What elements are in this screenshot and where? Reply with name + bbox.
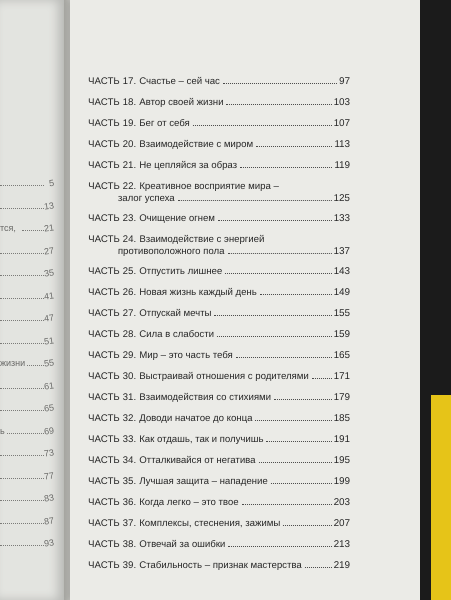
left-page-number: 35 [43, 267, 55, 279]
toc-entry-title [88, 476, 268, 488]
toc-entry-title [88, 234, 265, 246]
toc-entry [88, 455, 350, 467]
toc-entry [88, 539, 350, 551]
left-page-number: 65 [43, 402, 55, 414]
toc-part-number: ЧАСТЬ 24. [88, 234, 137, 245]
toc-page-number: 159 [333, 329, 351, 340]
toc-dot-leader [274, 399, 332, 400]
left-page-number: 27 [43, 244, 55, 257]
toc-entry-title [88, 160, 237, 172]
toc-title-text: Креативное восприятие мира – [139, 181, 279, 192]
left-page-number: 13 [43, 199, 55, 212]
toc-title-continuation: противоположного пола [117, 246, 225, 257]
toc-entry-title [88, 413, 253, 425]
left-page-dot-leader [0, 500, 44, 501]
left-page-row [0, 244, 58, 260]
toc-part-number: ЧАСТЬ 22. [88, 181, 137, 192]
toc-dot-leader [236, 357, 332, 358]
toc-dot-leader [223, 83, 337, 84]
toc-part-number: ЧАСТЬ 38. [87, 539, 137, 550]
toc-part-number: ЧАСТЬ 31. [87, 392, 137, 403]
left-page-dot-leader [0, 410, 44, 411]
toc-page-number: 125 [333, 193, 350, 204]
toc-part-number: ЧАСТЬ 34. [87, 455, 137, 466]
left-page-dot-leader [7, 433, 44, 434]
toc-title-text: Взаимодействие с миром [139, 139, 254, 150]
toc-entry [88, 160, 350, 172]
left-page-number: 51 [43, 334, 55, 347]
toc-entry [88, 560, 350, 572]
left-page-row [0, 401, 58, 417]
toc-title-text: Лучшая защита – нападение [139, 476, 268, 487]
toc-entry [88, 139, 350, 151]
toc-title-text: Новая жизнь каждый день [139, 287, 257, 298]
toc-page-number: 107 [333, 118, 351, 129]
toc-dot-leader [260, 294, 332, 295]
left-page-row [0, 514, 58, 530]
toc-title-text: Отпустить лишнее [139, 266, 223, 277]
toc-part-number: ЧАСТЬ 37. [87, 518, 137, 529]
left-page-dot-leader [0, 478, 44, 479]
toc-part-number: ЧАСТЬ 25. [87, 266, 137, 277]
left-page-dot-leader [0, 343, 44, 344]
toc-part-number: ЧАСТЬ 20. [87, 139, 137, 150]
toc-title-text: Бег от себя [139, 118, 190, 129]
toc-entry-title [88, 455, 256, 467]
left-page-dot-leader [0, 545, 44, 546]
toc-title-text: Отпускай мечты [139, 308, 212, 319]
toc-dot-leader [227, 253, 331, 254]
left-page-number: 73 [43, 447, 55, 459]
left-page-number: 55 [43, 357, 55, 369]
toc-page-number: 185 [333, 413, 351, 424]
left-page-number: 41 [43, 289, 55, 302]
toc-entry [88, 413, 350, 425]
left-page-row [0, 221, 58, 237]
left-page-row [0, 199, 58, 215]
left-page-row [0, 266, 58, 282]
toc-title-text: Взаимодействия со стихиями [139, 392, 272, 403]
toc-page-number: 103 [333, 97, 351, 108]
toc-dot-leader [217, 336, 332, 337]
left-page-dot-leader [0, 253, 44, 254]
toc-entry-title [88, 392, 271, 404]
toc-page-number: 133 [333, 213, 351, 224]
left-page-dot-leader [0, 208, 44, 209]
left-page-dot-leader [0, 320, 44, 321]
left-page-dot-leader [0, 185, 44, 186]
toc-entry [88, 392, 350, 404]
toc-part-number: ЧАСТЬ 26. [87, 287, 137, 298]
toc-entry [88, 234, 350, 258]
toc-dot-leader [225, 273, 331, 274]
toc-part-number: ЧАСТЬ 28. [87, 329, 137, 340]
toc-title-text: Как отдашь, так и получишь [139, 434, 264, 445]
toc-entry-title [88, 76, 220, 88]
toc-dot-leader [226, 104, 331, 105]
toc-page-number: 179 [333, 392, 351, 403]
left-page-row [0, 469, 58, 485]
toc-part-number: ЧАСТЬ 27. [87, 308, 137, 319]
left-page-row [0, 424, 58, 440]
toc-title-text: Счастье – сей час [139, 76, 220, 87]
toc-entry [88, 476, 350, 488]
toc-entry-title [88, 497, 239, 509]
toc-part-number: ЧАСТЬ 36. [87, 497, 137, 508]
toc-entry [88, 97, 350, 109]
table-of-contents [88, 76, 350, 581]
toc-title-text: Доводи начатое до конца [139, 413, 253, 424]
toc-entry [88, 434, 350, 446]
left-page-number: 77 [43, 469, 55, 482]
toc-title-text: Когда легко – это твое [139, 497, 239, 508]
toc-dot-leader [193, 125, 332, 126]
toc-title-text: Комплексы, стеснения, зажимы [139, 518, 281, 529]
left-page-number: 69 [43, 424, 55, 437]
toc-page-number: 97 [339, 76, 351, 87]
toc-entry-title [88, 181, 279, 193]
toc-part-number: ЧАСТЬ 29. [87, 350, 137, 361]
left-page-dot-leader [0, 523, 44, 524]
toc-dot-leader [305, 567, 332, 568]
toc-part-number: ЧАСТЬ 17. [87, 76, 137, 87]
toc-part-number: ЧАСТЬ 30. [87, 371, 137, 382]
toc-entry [88, 497, 350, 509]
toc-entry-title [88, 371, 309, 383]
toc-title-text: Мир – это часть тебя [139, 350, 233, 361]
toc-entry-title [88, 287, 257, 299]
toc-part-number: ЧАСТЬ 32. [87, 413, 137, 424]
left-page-row [0, 536, 58, 552]
toc-dot-leader [240, 167, 332, 168]
toc-dot-leader [256, 146, 332, 147]
left-page-text-fragment: тся, [0, 223, 16, 233]
toc-page-number: 137 [333, 246, 350, 257]
left-page-row [0, 176, 58, 192]
toc-entry-title [88, 560, 302, 572]
toc-entry [88, 266, 350, 278]
cover-yellow-strip [431, 395, 451, 600]
toc-dot-leader [242, 504, 332, 505]
toc-title-text: Не цепляйся за образ [139, 160, 238, 171]
toc-entry [88, 518, 350, 530]
left-page-row [0, 289, 58, 305]
left-page-dot-leader [0, 275, 44, 276]
left-page-dot-leader [0, 388, 44, 389]
toc-page-number: 165 [333, 350, 351, 361]
left-page-number: 5 [48, 177, 55, 189]
toc-part-number: ЧАСТЬ 18. [87, 97, 137, 108]
toc-entry [88, 213, 350, 225]
toc-entry-title [88, 518, 280, 530]
toc-entry-title [88, 213, 215, 225]
toc-page-number: 119 [334, 160, 351, 171]
left-page-row [0, 311, 58, 327]
toc-dot-leader [214, 315, 331, 316]
toc-page-number: 143 [333, 266, 351, 277]
left-page-row [0, 356, 58, 372]
left-page-number: 93 [43, 537, 55, 549]
toc-title-text: Отвечай за ошибки [139, 539, 226, 550]
toc-dot-leader [228, 546, 331, 547]
left-page-text-fragment: жизни [0, 358, 26, 368]
toc-page-number: 191 [333, 434, 351, 445]
left-page-number: 83 [43, 492, 55, 504]
toc-dot-leader [218, 220, 332, 221]
toc-dot-leader [271, 483, 332, 484]
toc-part-number: ЧАСТЬ 23. [87, 213, 137, 224]
toc-dot-leader [283, 525, 331, 526]
toc-entry [88, 329, 350, 341]
left-page-row [0, 446, 58, 462]
toc-page-number: 207 [333, 518, 351, 529]
left-page-row [0, 491, 58, 507]
left-page-dot-leader [0, 455, 44, 456]
toc-entry [88, 181, 350, 205]
toc-page-number: 219 [333, 560, 351, 571]
toc-entry-title [88, 434, 264, 446]
toc-title-text: Автор своей жизни [139, 97, 224, 108]
left-page-number: 61 [43, 379, 55, 392]
toc-title-continuation: залог успеха [117, 193, 175, 204]
toc-page-number: 171 [333, 371, 351, 382]
left-page-dot-leader [0, 298, 44, 299]
toc-part-number: ЧАСТЬ 39. [87, 560, 137, 571]
left-page-number: 47 [43, 312, 55, 324]
toc-entry-title [88, 97, 224, 109]
toc-title-text: Сила в слабости [139, 329, 215, 340]
toc-entry [88, 371, 350, 383]
toc-part-number: ЧАСТЬ 21. [87, 160, 137, 171]
toc-entry-title [88, 118, 190, 130]
toc-title-text: Выстраивай отношения с родителями [139, 371, 309, 382]
toc-entry-title [88, 266, 222, 278]
toc-page-number: 155 [333, 308, 351, 319]
toc-dot-leader [178, 200, 332, 201]
toc-page-number: 195 [333, 455, 351, 466]
toc-entry-title [88, 139, 253, 151]
toc-dot-leader [259, 462, 332, 463]
toc-entry [88, 308, 350, 320]
toc-title-text: Отталкивайся от негатива [139, 455, 256, 466]
toc-entry-title [88, 329, 214, 341]
toc-entry [88, 350, 350, 362]
toc-page-number: 113 [334, 139, 351, 150]
toc-entry-title [88, 539, 226, 551]
left-page [0, 0, 64, 600]
toc-dot-leader [266, 441, 331, 442]
left-page-text-fragment: ь [0, 425, 5, 436]
toc-entry [88, 76, 350, 88]
left-page-dot-leader [27, 365, 44, 366]
left-page-number: 21 [43, 222, 55, 234]
toc-dot-leader [255, 420, 331, 421]
toc-page-number: 203 [333, 497, 351, 508]
left-page-row [0, 334, 58, 350]
toc-entry-title [88, 308, 212, 320]
toc-title-text: Очищение огнем [139, 213, 216, 224]
left-page-row [0, 379, 58, 395]
toc-part-number: ЧАСТЬ 19. [87, 118, 137, 129]
toc-title-text: Взаимодействие с энергией [139, 234, 265, 245]
toc-title-text: Стабильность – признак мастерства [139, 560, 302, 571]
toc-dot-leader [312, 378, 332, 379]
toc-part-number: ЧАСТЬ 33. [87, 434, 137, 445]
left-page-number: 87 [43, 514, 55, 527]
toc-page-number: 213 [333, 539, 351, 550]
left-page-dot-leader [22, 230, 44, 231]
toc-entry-title [88, 350, 233, 362]
toc-part-number: ЧАСТЬ 35. [87, 476, 137, 487]
toc-page-number: 149 [333, 287, 351, 298]
toc-entry [88, 118, 350, 130]
toc-entry [88, 287, 350, 299]
toc-page-number: 199 [333, 476, 351, 487]
